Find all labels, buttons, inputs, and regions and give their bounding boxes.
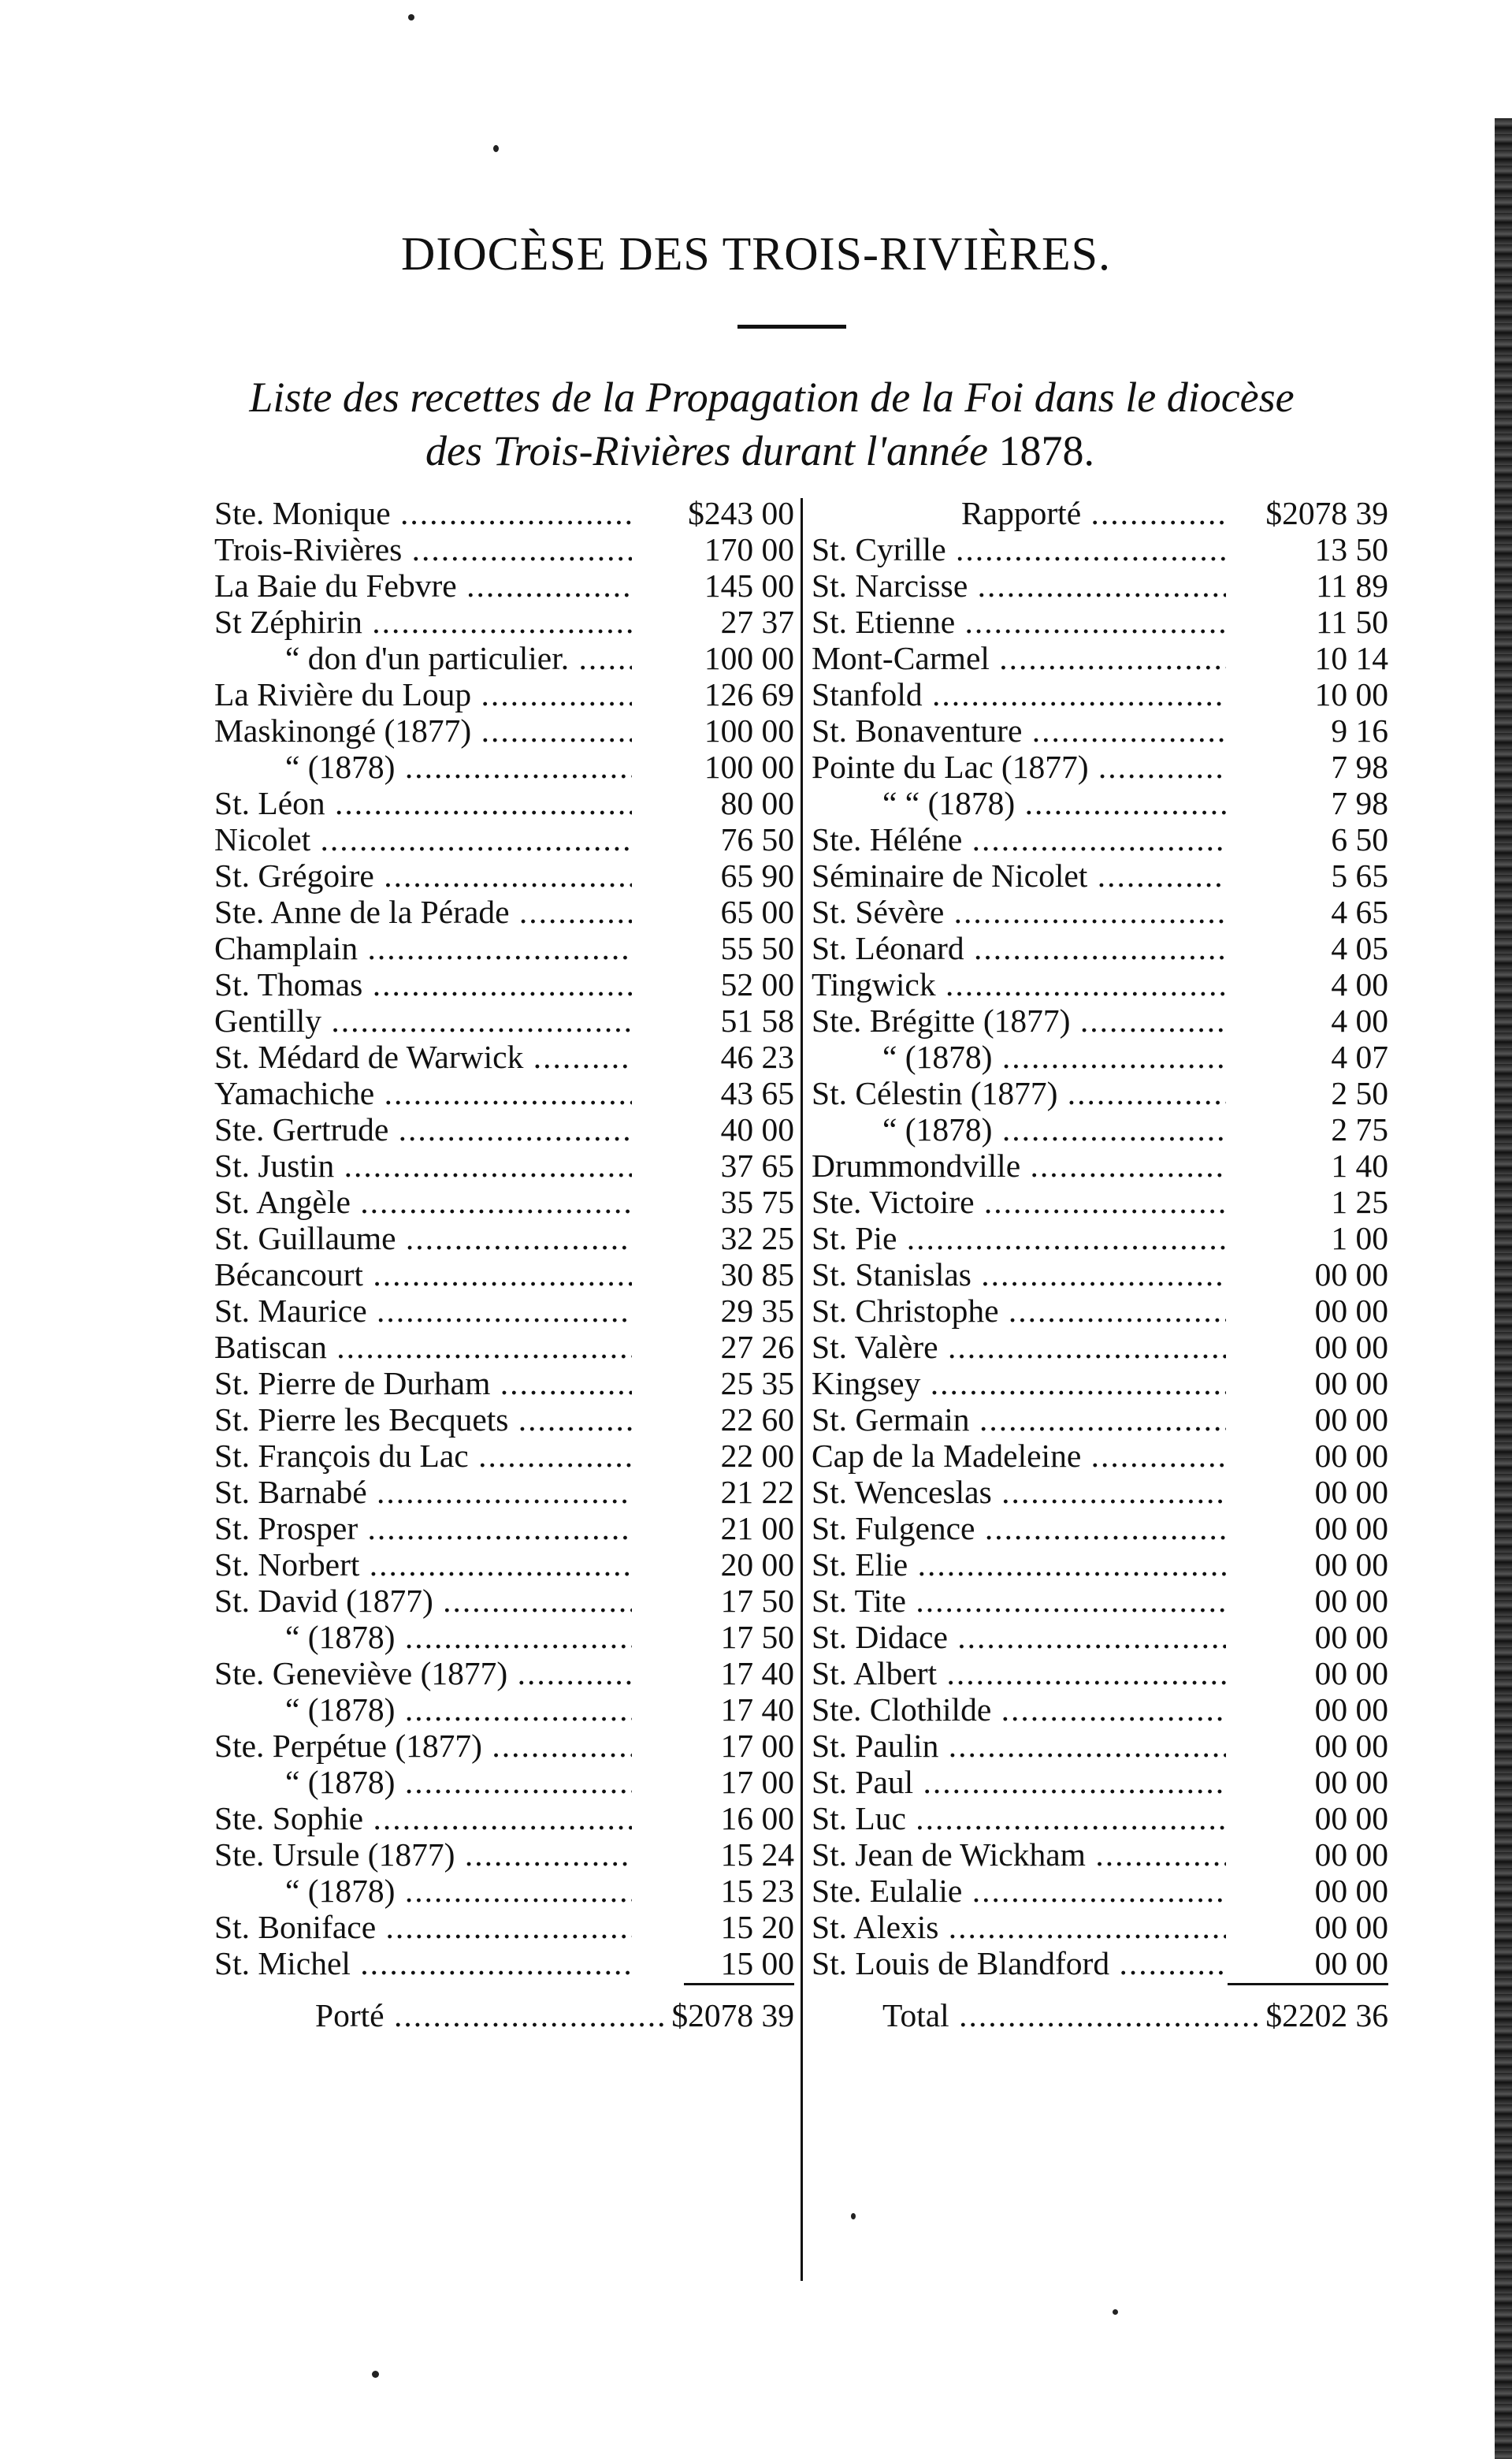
right-column-row <box>812 1546 1388 1583</box>
right-column-row-amount: 00 00 <box>1314 1510 1388 1546</box>
right-column-row-name: Stanfold ..... <box>812 676 1226 712</box>
right-column-row <box>812 1945 1388 1981</box>
left-column-row-amount: 22 00 <box>720 1438 794 1474</box>
right-column-row-amount: 7 98 <box>1331 785 1388 821</box>
right-column-row <box>812 1148 1388 1184</box>
left-column-row-amount: 15 00 <box>720 1945 794 1981</box>
left-column-row-name: Maskinongé (1877) ..... <box>214 712 632 749</box>
left-column-row-name: St. Pierre les Becquets ..... <box>214 1401 632 1438</box>
left-column-row-name: Nicolet ..... <box>214 821 632 857</box>
right-column-row-amount: 10 00 <box>1314 676 1388 712</box>
right-column-row <box>812 676 1388 712</box>
left-column-row-amount: 65 00 <box>720 894 794 930</box>
right-column-row-name: Cap de la Madeleine ..... <box>812 1438 1226 1474</box>
right-column-row-amount: 13 50 <box>1314 531 1388 567</box>
right-column-row-name: St. Fulgence ..... <box>812 1510 1226 1546</box>
right-column-row-amount: 10 14 <box>1314 640 1388 676</box>
left-column-row <box>214 1111 794 1148</box>
left-column-row-amount: 100 00 <box>704 712 794 749</box>
right-column-row-name: St. Stanislas ..... <box>812 1256 1226 1293</box>
right-column-row-name: St. Célestin (1877) ..... <box>812 1075 1226 1111</box>
left-column-row-name: Ste. Ursule (1877) ..... <box>214 1836 632 1873</box>
right-total-row <box>882 1996 1388 2035</box>
right-total-rule <box>1228 1983 1388 1985</box>
left-column-row-name: St. Angèle ..... <box>214 1184 632 1220</box>
right-column-row-amount: 00 00 <box>1314 1256 1388 1293</box>
right-column-row-name: Ste. Eulalie ..... <box>812 1873 1226 1909</box>
right-column-row-name: St. Albert ..... <box>812 1655 1226 1691</box>
right-column-row <box>812 1039 1388 1075</box>
right-column-row-name: “ (1878) ..... <box>812 1111 1226 1148</box>
subtitle-year: 1878. <box>998 427 1094 474</box>
right-column-row <box>812 1329 1388 1365</box>
left-column-row <box>214 1329 794 1365</box>
left-column-row-amount: 80 00 <box>720 785 794 821</box>
left-column-row <box>214 676 794 712</box>
right-column-row-amount: 4 05 <box>1331 930 1388 966</box>
column-divider <box>801 498 803 2281</box>
ink-speck <box>493 145 499 152</box>
right-column-row <box>812 857 1388 894</box>
left-column-row <box>214 1764 794 1800</box>
right-column-row <box>812 1836 1388 1873</box>
right-column-row-amount: 00 00 <box>1314 1401 1388 1438</box>
left-column-row-name: Batiscan ..... <box>214 1329 632 1365</box>
right-column-row-amount: 6 50 <box>1331 821 1388 857</box>
right-column-row-amount: 4 07 <box>1331 1039 1388 1075</box>
left-column-row <box>214 604 794 640</box>
right-column-row <box>812 1619 1388 1655</box>
left-column-row-amount: 52 00 <box>720 966 794 1003</box>
left-total-row <box>315 1996 794 2035</box>
left-column-row <box>214 1256 794 1293</box>
left-column-row-name: Ste. Geneviève (1877) ..... <box>214 1655 632 1691</box>
right-column-row <box>812 1438 1388 1474</box>
right-column-row <box>812 1728 1388 1764</box>
right-column-row-amount: 11 50 <box>1316 604 1388 640</box>
left-column-row <box>214 1619 794 1655</box>
left-column-row-amount: 15 24 <box>720 1836 794 1873</box>
ink-speck <box>851 2213 856 2219</box>
right-column-row-amount: 00 00 <box>1314 1329 1388 1365</box>
left-column-row-amount: 100 00 <box>704 640 794 676</box>
right-column-row-amount: 11 89 <box>1316 567 1388 604</box>
right-column-row <box>812 1474 1388 1510</box>
left-column-row <box>214 857 794 894</box>
right-column-row <box>812 640 1388 676</box>
right-column-row-amount: 1 25 <box>1331 1184 1388 1220</box>
page-edge-shadow <box>1495 118 1512 2459</box>
right-column-row-name: St. Bonaventure ..... <box>812 712 1226 749</box>
right-column-row-name: St. Germain ..... <box>812 1401 1226 1438</box>
left-column-row <box>214 712 794 749</box>
left-column-row-name: St. Grégoire ..... <box>214 857 632 894</box>
right-column-row <box>812 1075 1388 1111</box>
right-column-row-amount: 00 00 <box>1314 1438 1388 1474</box>
right-column-row-name: St. Sévère ..... <box>812 894 1226 930</box>
left-column-row-name: Gentilly ..... <box>214 1003 632 1039</box>
left-column-row <box>214 1909 794 1945</box>
left-column-row-amount: 40 00 <box>720 1111 794 1148</box>
left-column-row-name: “ (1878) ..... <box>214 1873 632 1909</box>
right-column-row-name: Drummondville ..... <box>812 1148 1226 1184</box>
left-column-row-amount: 21 00 <box>720 1510 794 1546</box>
left-column-row-amount: 17 40 <box>720 1655 794 1691</box>
right-column-row-amount: 00 00 <box>1314 1546 1388 1583</box>
right-column-row-name: St. Wenceslas ..... <box>812 1474 1226 1510</box>
right-column-row-name: Kingsey ..... <box>812 1365 1226 1401</box>
left-column-row-name: St. Léon ..... <box>214 785 632 821</box>
left-column-row-name: Champlain ..... <box>214 930 632 966</box>
left-column-row <box>214 1510 794 1546</box>
right-column-row <box>812 1873 1388 1909</box>
page-title: DIOCÈSE DES TROIS-RIVIÈRES. <box>401 228 1111 280</box>
right-column-row-amount: 1 00 <box>1331 1220 1388 1256</box>
right-column-row-name: St. Valère ..... <box>812 1329 1226 1365</box>
right-column-row-name: St. Tite ..... <box>812 1583 1226 1619</box>
left-column-row-amount: 15 23 <box>720 1873 794 1909</box>
left-column-row <box>214 1220 794 1256</box>
right-column-row-amount: 2 75 <box>1331 1111 1388 1148</box>
left-column-row <box>214 1293 794 1329</box>
right-column-row-name: St. Alexis ..... <box>812 1909 1226 1945</box>
left-column-row-name: Yamachiche ..... <box>214 1075 632 1111</box>
left-total-amount: $2078 39 <box>671 1997 794 2033</box>
left-column-row <box>214 1945 794 1981</box>
left-column-row <box>214 821 794 857</box>
right-column-row-name: St. Christophe ..... <box>812 1293 1226 1329</box>
right-column-row-name: Pointe du Lac (1877) ..... <box>812 749 1226 785</box>
right-column-row-amount: 00 00 <box>1314 1691 1388 1728</box>
left-column-row-amount: 21 22 <box>720 1474 794 1510</box>
right-column-row-name: St. Paulin ..... <box>812 1728 1226 1764</box>
left-column-row-name: Ste. Sophie ..... <box>214 1800 632 1836</box>
left-column-row <box>214 785 794 821</box>
right-column-row-name: St. Jean de Wickham ..... <box>812 1836 1226 1873</box>
left-column-row-amount: 27 37 <box>720 604 794 640</box>
right-column-row-amount: 00 00 <box>1314 1764 1388 1800</box>
right-column-row-name: Ste. Héléne ..... <box>812 821 1226 857</box>
left-column-row-name: St. Justin ..... <box>214 1148 632 1184</box>
right-column-row-name: St. Etienne ..... <box>812 604 1226 640</box>
right-column-row-name: Ste. Victoire ..... <box>812 1184 1226 1220</box>
right-column-row <box>812 567 1388 604</box>
left-column-row-name: St. Médard de Warwick ..... <box>214 1039 632 1075</box>
right-column-row-name: St. Paul ..... <box>812 1764 1226 1800</box>
right-column-row-name: St. Elie ..... <box>812 1546 1226 1583</box>
left-column-row-name: “ (1878) ..... <box>214 1764 632 1800</box>
left-total-rule <box>684 1983 794 1985</box>
right-column-row-amount: 00 00 <box>1314 1293 1388 1329</box>
right-column-row <box>812 1510 1388 1546</box>
right-column-row <box>812 894 1388 930</box>
left-column-row-name: St. Pierre de Durham ..... <box>214 1365 632 1401</box>
right-column-row <box>812 1293 1388 1329</box>
left-column-row <box>214 1836 794 1873</box>
right-column-row-name: “ “ (1878) ..... <box>812 785 1226 821</box>
left-column-row <box>214 1148 794 1184</box>
title-rule <box>737 325 846 329</box>
right-column-row <box>812 1691 1388 1728</box>
right-column-row-amount: 00 00 <box>1314 1909 1388 1945</box>
ink-speck <box>372 2371 379 2378</box>
left-column-row-amount: 170 00 <box>704 531 794 567</box>
right-column-row-amount: 00 00 <box>1314 1583 1388 1619</box>
right-column-row-name: St. Louis de Blandford ..... <box>812 1945 1226 1981</box>
left-column-row <box>214 1184 794 1220</box>
right-column-row-name: St. Didace ..... <box>812 1619 1226 1655</box>
left-column-row-name: “ don d'un particulier. ..... <box>214 640 632 676</box>
right-column-row <box>812 1365 1388 1401</box>
right-column-row-name: Mont-Carmel ..... <box>812 640 1226 676</box>
right-column-row-amount: 1 40 <box>1331 1148 1388 1184</box>
right-column-row <box>812 531 1388 567</box>
right-column-row-amount: 00 00 <box>1314 1836 1388 1873</box>
left-column-row-amount: 145 00 <box>704 567 794 604</box>
left-column-row-amount: 35 75 <box>720 1184 794 1220</box>
right-total-label: Total ..... <box>882 1996 1261 2035</box>
right-column-row-amount: 00 00 <box>1314 1800 1388 1836</box>
right-total-amount: $2202 36 <box>1265 1997 1388 2033</box>
left-column-row <box>214 1438 794 1474</box>
right-column-row <box>812 749 1388 785</box>
right-column-row-amount: 00 00 <box>1314 1365 1388 1401</box>
right-column-row <box>812 1401 1388 1438</box>
left-column-row-name: Ste. Gertrude ..... <box>214 1111 632 1148</box>
subtitle-line-1: Liste des recettes de la Propagation de la Foi dans le diocèse <box>249 374 1295 421</box>
left-column-row <box>214 1546 794 1583</box>
left-column-row-amount: 17 00 <box>720 1764 794 1800</box>
left-column-row-amount: 65 90 <box>720 857 794 894</box>
left-column-row-amount: 17 00 <box>720 1728 794 1764</box>
left-column-row-amount: $243 00 <box>688 495 794 531</box>
right-column <box>812 495 1388 1981</box>
left-column-row <box>214 1003 794 1039</box>
left-column-row-name: St Zéphirin ..... <box>214 604 632 640</box>
right-column-row <box>812 1220 1388 1256</box>
left-column-row <box>214 640 794 676</box>
left-column-row <box>214 1365 794 1401</box>
left-column-row-amount: 29 35 <box>720 1293 794 1329</box>
left-column-row-amount: 25 35 <box>720 1365 794 1401</box>
right-column-row-name: St. Luc ..... <box>812 1800 1226 1836</box>
right-column-row-name: “ (1878) ..... <box>812 1039 1226 1075</box>
right-column-row <box>812 785 1388 821</box>
right-column-row-amount: 5 65 <box>1331 857 1388 894</box>
left-column-row <box>214 1075 794 1111</box>
right-column-row-amount: 4 00 <box>1331 966 1388 1003</box>
ink-speck <box>408 14 414 20</box>
left-column-row-name: St. François du Lac ..... <box>214 1438 632 1474</box>
right-column-row-amount: 9 16 <box>1331 712 1388 749</box>
right-column-row-amount: 00 00 <box>1314 1474 1388 1510</box>
right-column-row <box>812 1764 1388 1800</box>
right-column-row-name: St. Narcisse ..... <box>812 567 1226 604</box>
left-column-row <box>214 1039 794 1075</box>
right-column-row-amount: 2 50 <box>1331 1075 1388 1111</box>
left-column <box>214 495 794 1981</box>
left-column-row-name: “ (1878) ..... <box>214 1691 632 1728</box>
right-column-row-name: St. Cyrille ..... <box>812 531 1226 567</box>
left-column-row <box>214 495 794 531</box>
left-column-row-amount: 22 60 <box>720 1401 794 1438</box>
left-column-row-amount: 100 00 <box>704 749 794 785</box>
right-column-row <box>812 1909 1388 1945</box>
right-column-row-amount: $2078 39 <box>1265 495 1388 531</box>
left-column-row-amount: 126 69 <box>704 676 794 712</box>
left-column-row <box>214 1583 794 1619</box>
left-column-row-name: St. Prosper ..... <box>214 1510 632 1546</box>
right-column-row-name: St. Pie ..... <box>812 1220 1226 1256</box>
left-column-row <box>214 930 794 966</box>
subtitle-line-2 <box>0 424 1512 478</box>
left-total-label: Porté ..... <box>315 1996 667 2035</box>
left-column-row-name: “ (1878) ..... <box>214 1619 632 1655</box>
left-column-row-name: Ste. Monique ..... <box>214 495 632 531</box>
right-column-row-name: Tingwick ..... <box>812 966 1226 1003</box>
left-column-row-amount: 76 50 <box>720 821 794 857</box>
right-column-row-amount: 4 00 <box>1331 1003 1388 1039</box>
left-column-row-name: La Rivière du Loup ..... <box>214 676 632 712</box>
left-column-row-name: St. Michel ..... <box>214 1945 632 1981</box>
left-column-row <box>214 1691 794 1728</box>
right-column-row-amount: 00 00 <box>1314 1655 1388 1691</box>
right-column-row-amount: 7 98 <box>1331 749 1388 785</box>
left-column-row-amount: 15 20 <box>720 1909 794 1945</box>
right-column-row <box>812 821 1388 857</box>
right-column-row <box>812 1655 1388 1691</box>
left-column-row-amount: 16 00 <box>720 1800 794 1836</box>
left-column-row <box>214 1401 794 1438</box>
left-column-row <box>214 1728 794 1764</box>
left-column-row <box>214 1474 794 1510</box>
right-column-row-name: St. Léonard ..... <box>812 930 1226 966</box>
right-column-row <box>812 604 1388 640</box>
right-column-row <box>812 930 1388 966</box>
left-column-row-name: St. David (1877) ..... <box>214 1583 632 1619</box>
right-column-row-name: Séminaire de Nicolet ..... <box>812 857 1226 894</box>
left-column-row-name: St. Barnabé ..... <box>214 1474 632 1510</box>
right-column-row-name: Rapporté ..... <box>812 495 1226 531</box>
right-column-row <box>812 1256 1388 1293</box>
left-column-row-amount: 46 23 <box>720 1039 794 1075</box>
left-column-row-amount: 37 65 <box>720 1148 794 1184</box>
right-column-row <box>812 1184 1388 1220</box>
left-column-row-name: St. Guillaume ..... <box>214 1220 632 1256</box>
left-column-row-amount: 17 50 <box>720 1619 794 1655</box>
right-column-row <box>812 495 1388 531</box>
right-column-row <box>812 1003 1388 1039</box>
left-column-row <box>214 749 794 785</box>
left-column-row <box>214 894 794 930</box>
left-column-row-amount: 51 58 <box>720 1003 794 1039</box>
right-column-row-amount: 4 65 <box>1331 894 1388 930</box>
left-column-row <box>214 1873 794 1909</box>
left-column-row-name: Trois-Rivières ..... <box>214 531 632 567</box>
left-column-row <box>214 567 794 604</box>
right-column-row-amount: 00 00 <box>1314 1728 1388 1764</box>
left-column-row-amount: 20 00 <box>720 1546 794 1583</box>
left-column-row-name: St. Norbert ..... <box>214 1546 632 1583</box>
left-column-row-amount: 43 65 <box>720 1075 794 1111</box>
right-column-row <box>812 966 1388 1003</box>
right-column-row-name: Ste. Brégitte (1877) ..... <box>812 1003 1226 1039</box>
left-column-row-name: “ (1878) ..... <box>214 749 632 785</box>
left-column-row <box>214 1655 794 1691</box>
left-column-row-amount: 17 50 <box>720 1583 794 1619</box>
right-column-row <box>812 1800 1388 1836</box>
left-column-row <box>214 531 794 567</box>
left-column-row-amount: 27 26 <box>720 1329 794 1365</box>
subtitle-line-2-text: des Trois-Rivières durant l'année <box>425 427 988 474</box>
ink-speck <box>1113 2309 1118 2315</box>
left-column-row <box>214 966 794 1003</box>
right-column-row <box>812 1111 1388 1148</box>
right-column-row-amount: 00 00 <box>1314 1619 1388 1655</box>
right-column-row-amount: 00 00 <box>1314 1873 1388 1909</box>
right-column-row <box>812 712 1388 749</box>
right-column-row-amount: 00 00 <box>1314 1945 1388 1981</box>
left-column-row-name: Bécancourt ..... <box>214 1256 632 1293</box>
left-column-row-amount: 55 50 <box>720 930 794 966</box>
left-column-row-name: Ste. Perpétue (1877) ..... <box>214 1728 632 1764</box>
left-column-row-name: Ste. Anne de la Pérade ..... <box>214 894 632 930</box>
left-column-row-amount: 32 25 <box>720 1220 794 1256</box>
left-column-row-name: La Baie du Febvre ..... <box>214 567 632 604</box>
left-column-row-amount: 17 40 <box>720 1691 794 1728</box>
right-column-row <box>812 1583 1388 1619</box>
left-column-row-name: St. Maurice ..... <box>214 1293 632 1329</box>
left-column-row <box>214 1800 794 1836</box>
left-column-row-name: St. Boniface ..... <box>214 1909 632 1945</box>
right-column-row-name: Ste. Clothilde ..... <box>812 1691 1226 1728</box>
left-column-row-amount: 30 85 <box>720 1256 794 1293</box>
left-column-row-name: St. Thomas ..... <box>214 966 632 1003</box>
